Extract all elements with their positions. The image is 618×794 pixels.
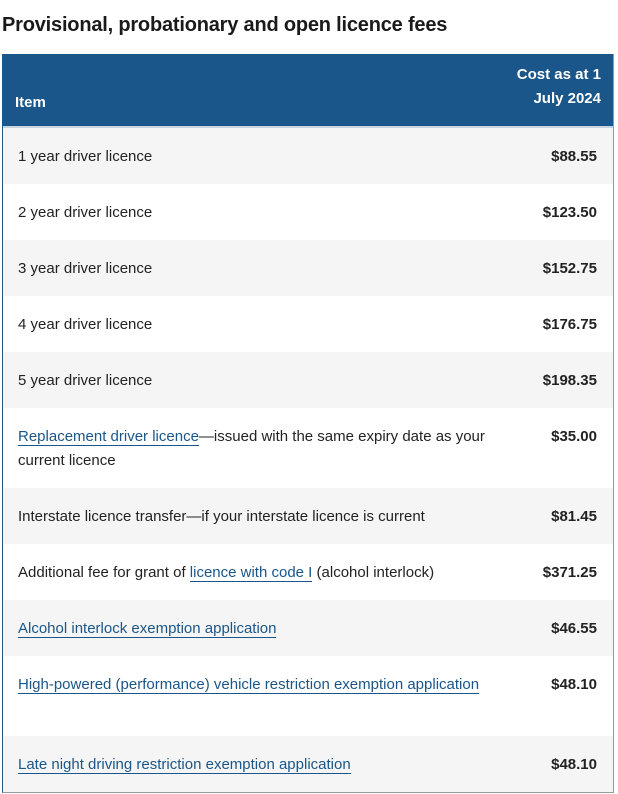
table-body	[3, 128, 613, 792]
interlock-exemption-link[interactable]: Alcohol interlock exemption application	[18, 620, 277, 637]
row-item	[3, 736, 488, 777]
row-cost: $48.10	[551, 756, 597, 773]
row-item-text: (alcohol interlock)	[312, 564, 435, 581]
row-cost: $35.00	[551, 428, 597, 445]
table-row	[3, 184, 613, 240]
header-item: Item	[15, 94, 46, 111]
row-item: 2 year driver licence	[18, 204, 153, 221]
table-row	[3, 128, 613, 184]
late-night-exemption-link[interactable]: Late night driving restriction exemption application	[18, 756, 351, 773]
row-cost: $176.75	[542, 316, 597, 333]
table-row	[3, 408, 613, 488]
row-item-text: —issued with the same expiry date as your current licence	[18, 428, 485, 469]
table-row	[3, 600, 613, 656]
replacement-licence-link[interactable]: Replacement driver licence	[18, 428, 199, 445]
row-item	[3, 408, 488, 473]
row-cost: $123.50	[542, 204, 597, 221]
row-item: Interstate licence transfer—if your interstate licence is current	[18, 508, 425, 525]
row-item	[3, 544, 488, 585]
table-row	[3, 736, 613, 792]
table-header	[3, 54, 613, 128]
table-row	[3, 656, 613, 736]
row-item: 5 year driver licence	[18, 372, 153, 389]
table-row	[3, 240, 613, 296]
licence-code-i-link[interactable]: licence with code I	[189, 564, 313, 581]
high-powered-exemption-link[interactable]: High-powered (performance) vehicle restriction exemption application	[18, 676, 480, 693]
row-cost: $198.35	[542, 372, 597, 389]
row-cost: $81.45	[551, 508, 597, 525]
header-cost-line1: Cost as at 1	[516, 66, 601, 83]
row-cost: $152.75	[542, 260, 597, 277]
row-item: 4 year driver licence	[18, 316, 153, 333]
row-item	[3, 600, 488, 641]
row-cost: $371.25	[542, 564, 597, 581]
row-item: 3 year driver licence	[18, 260, 153, 277]
row-item: 1 year driver licence	[18, 148, 153, 165]
table-row	[3, 488, 613, 544]
row-item-text: Additional fee for grant of	[18, 564, 190, 581]
page-title: Provisional, probationary and open licence fees	[2, 14, 448, 36]
table-row	[3, 352, 613, 408]
table-row	[3, 296, 613, 352]
row-cost: $88.55	[551, 148, 597, 165]
table-row	[3, 544, 613, 600]
row-cost: $46.55	[551, 620, 597, 637]
fees-table	[2, 54, 614, 793]
header-cost-line2: July 2024	[533, 90, 601, 107]
row-item	[3, 656, 488, 697]
header-cost	[491, 63, 613, 126]
row-cost: $48.10	[551, 676, 597, 693]
